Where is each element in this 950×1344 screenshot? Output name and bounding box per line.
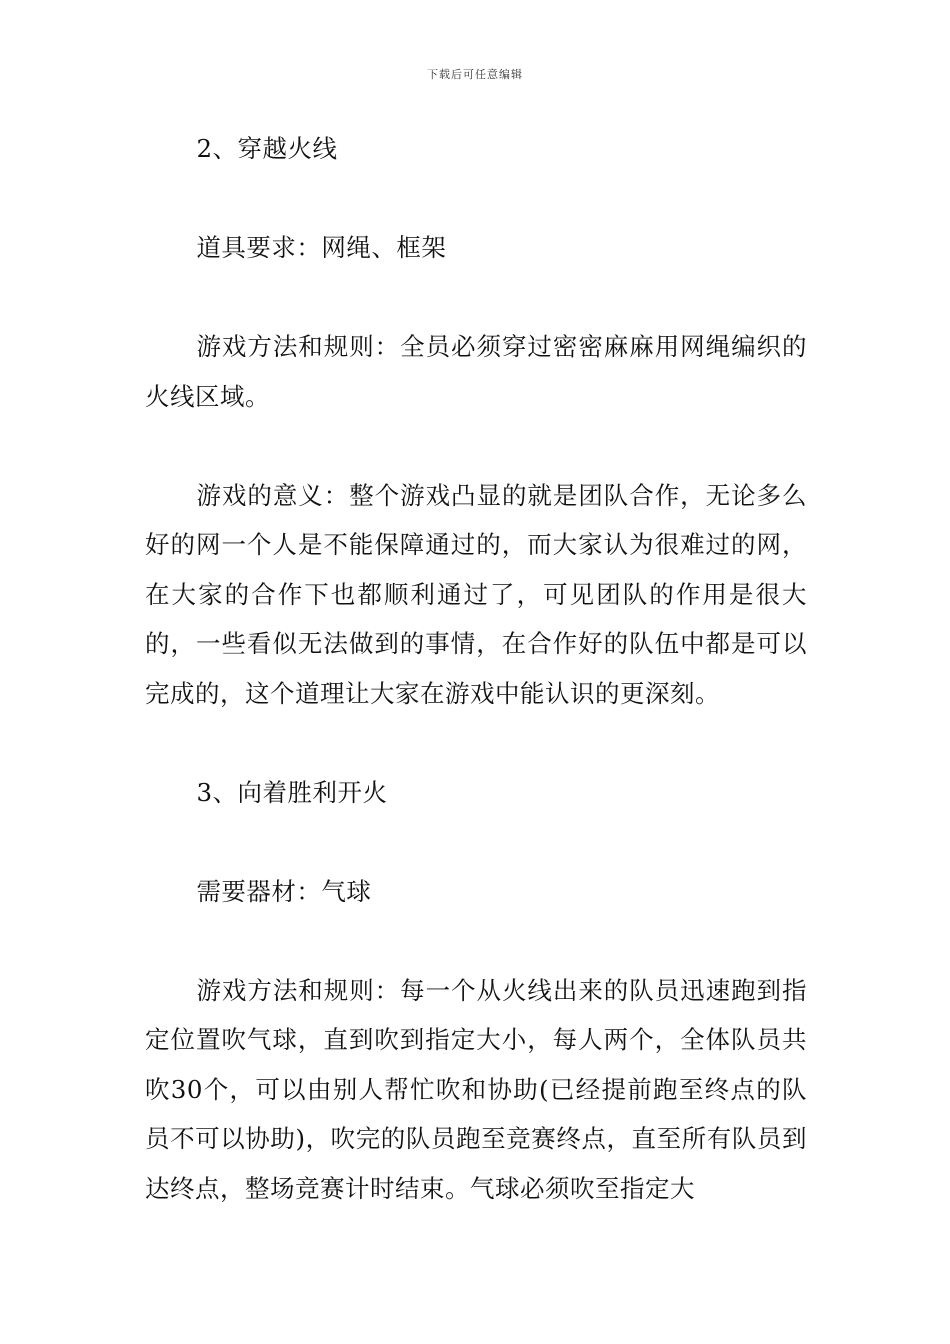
spacer <box>145 421 807 471</box>
spacer <box>145 273 807 323</box>
game-rules-paragraph-2: 游戏方法和规则：每一个从火线出来的队员迅速跑到指定位置吹气球，直到吹到指定大小，每人两个，全体队员共吹30个，可以由别人帮忙吹和协助(已经提前跑至终点的队员不可以协助)，吹完的队员跑至竞赛终点，直至所有队员到达终点，整场竞赛计时结束。气球必须吹至指定大 <box>145 975 807 1203</box>
equipment-requirement: 需要器材：气球 <box>196 876 372 906</box>
section-heading-3: 3、向着胜利开火 <box>196 777 388 807</box>
document-body <box>145 124 807 1213</box>
spacer <box>145 174 807 224</box>
game-meaning-paragraph: 游戏的意义：整个游戏凸显的就是团队合作，无论多么好的网一个人是不能保障通过的，而大家认为很难过的网，在大家的合作下也都顺利通过了，可见团队的作用是很大的，一些看似无法做到的事情，在合作好的队伍中都是可以完成的，这个道理让大家在游戏中能认识的更深刻。 <box>145 480 807 708</box>
section-heading-2: 2、穿越火线 <box>196 134 338 163</box>
props-requirement: 道具要求：网绳、框架 <box>196 233 447 262</box>
spacer <box>145 718 807 768</box>
header-note: 下载后可任意编辑 <box>427 68 523 81</box>
game-rules-paragraph: 游戏方法和规则：全员必须穿过密密麻麻用网绳编织的火线区域。 <box>145 332 807 411</box>
spacer <box>145 916 807 966</box>
spacer <box>145 817 807 867</box>
